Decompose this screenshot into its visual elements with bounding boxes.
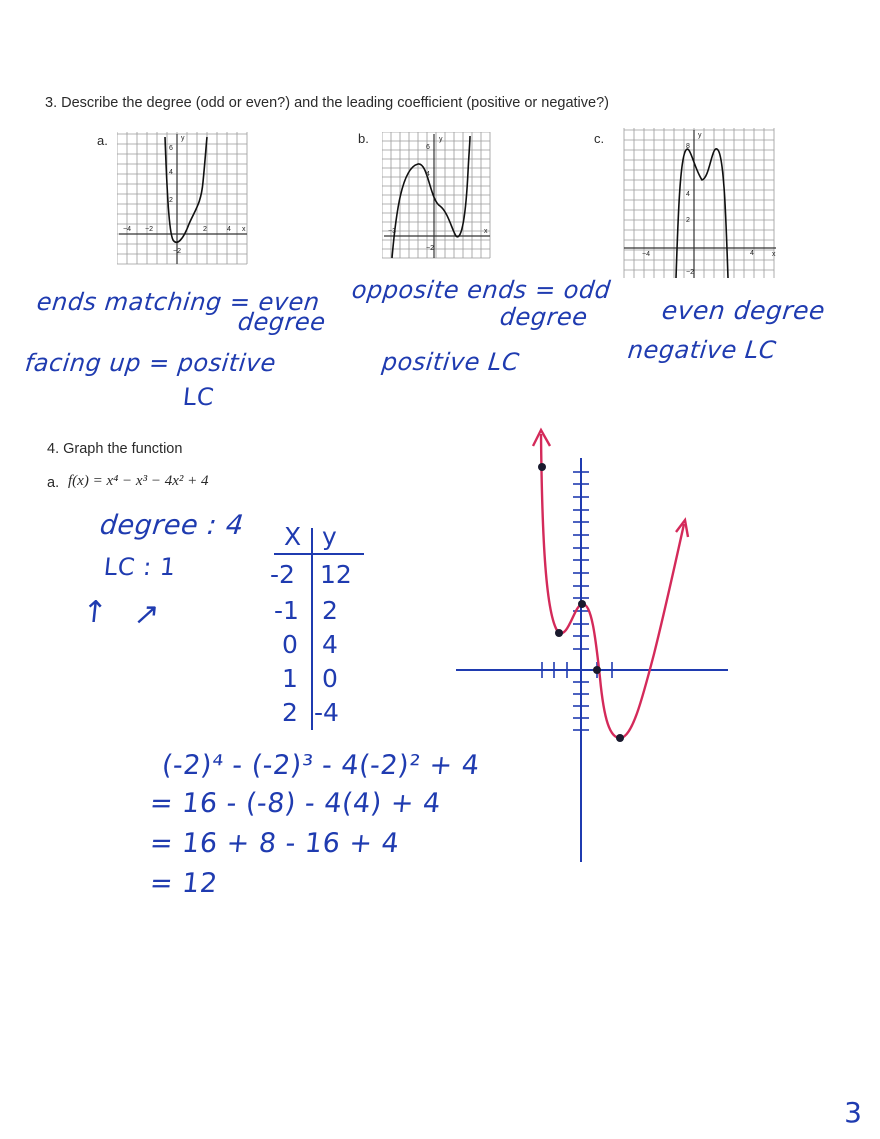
- table-x: 1: [282, 664, 298, 693]
- table-x: -2: [270, 560, 295, 589]
- lc-note: LC : 1: [102, 553, 178, 581]
- answer-b-line2: degree: [498, 303, 590, 331]
- svg-text:x: x: [242, 226, 246, 233]
- svg-text:4: 4: [750, 250, 754, 257]
- svg-text:−2: −2: [145, 226, 153, 233]
- answer-b-line1: opposite ends = odd: [350, 276, 613, 304]
- svg-text:8: 8: [686, 143, 690, 150]
- svg-text:y: y: [698, 132, 702, 139]
- graph-c: [622, 128, 782, 280]
- answer-a-line4: LC: [181, 383, 216, 411]
- function-curve: [541, 434, 684, 738]
- question-3-prompt: 3. Describe the degree (odd or even?) and the leading coefficient (positive or negative?): [45, 95, 609, 111]
- svg-text:4: 4: [686, 191, 690, 198]
- table-y: 2: [322, 596, 338, 625]
- answer-a-line1: ends matching = even: [35, 288, 322, 316]
- point-1-0: [593, 666, 601, 674]
- calc-line-3: = 16 + 8 - 16 + 4: [148, 828, 401, 859]
- svg-text:6: 6: [426, 144, 430, 151]
- point-2-neg4: [616, 734, 624, 742]
- table-x: 2: [282, 698, 298, 727]
- svg-text:−2: −2: [426, 245, 434, 252]
- calc-line-1: (-2)⁴ - (-2)³ - 4(-2)² + 4: [160, 750, 482, 781]
- degree-note: degree : 4: [98, 510, 246, 541]
- svg-text:2: 2: [686, 217, 690, 224]
- svg-text:y: y: [439, 136, 443, 143]
- point-neg1-2: [555, 629, 563, 637]
- svg-text:4: 4: [169, 169, 173, 176]
- end-behavior-right: ↗: [132, 597, 162, 632]
- part-4a-label: a.: [47, 475, 60, 491]
- graph-a: [117, 132, 252, 267]
- answer-a-line3: facing up = positive: [23, 349, 278, 377]
- graph-b: [382, 132, 494, 262]
- part-b-label: b.: [358, 131, 369, 146]
- part-a-label: a.: [97, 133, 108, 148]
- calc-line-2: = 16 - (-8) - 4(4) + 4: [148, 788, 443, 819]
- page-number: 3: [844, 1096, 862, 1129]
- svg-text:−3: −3: [388, 228, 396, 235]
- svg-text:y: y: [181, 135, 185, 142]
- table-header-y: y: [322, 522, 337, 551]
- table-x: 0: [282, 630, 298, 659]
- svg-text:6: 6: [169, 145, 173, 152]
- function-expression: f(x) = x⁴ − x³ − 4x² + 4: [68, 473, 209, 489]
- end-behavior-left: ↑: [80, 595, 110, 630]
- answer-a-line2: degree: [236, 308, 328, 336]
- xy-table: [268, 522, 368, 732]
- svg-text:−2: −2: [686, 269, 694, 276]
- svg-text:4: 4: [426, 171, 430, 178]
- table-y: 0: [322, 664, 338, 693]
- point-0-4: [578, 600, 586, 608]
- answer-b-line3: positive LC: [380, 348, 521, 376]
- svg-text:x: x: [772, 251, 776, 258]
- svg-text:−4: −4: [123, 226, 131, 233]
- table-header-x: X: [284, 522, 302, 551]
- function-graph: [440, 420, 740, 875]
- answer-c-line1: even degree: [660, 296, 827, 325]
- part-c-label: c.: [594, 131, 605, 146]
- table-y: -4: [314, 698, 339, 727]
- table-y: 4: [322, 630, 338, 659]
- svg-text:−4: −4: [642, 251, 650, 258]
- question-4-prompt: 4. Graph the function: [47, 441, 183, 457]
- svg-text:2: 2: [169, 197, 173, 204]
- svg-text:2: 2: [203, 226, 207, 233]
- point-neg2-12: [538, 463, 546, 471]
- svg-text:x: x: [484, 228, 488, 235]
- calc-line-4: = 12: [148, 868, 220, 899]
- table-x: -1: [274, 596, 299, 625]
- svg-text:−2: −2: [173, 248, 181, 255]
- graph-axes: [456, 458, 728, 862]
- svg-text:4: 4: [227, 226, 231, 233]
- answer-c-line2: negative LC: [626, 336, 778, 364]
- table-y: 12: [320, 560, 352, 589]
